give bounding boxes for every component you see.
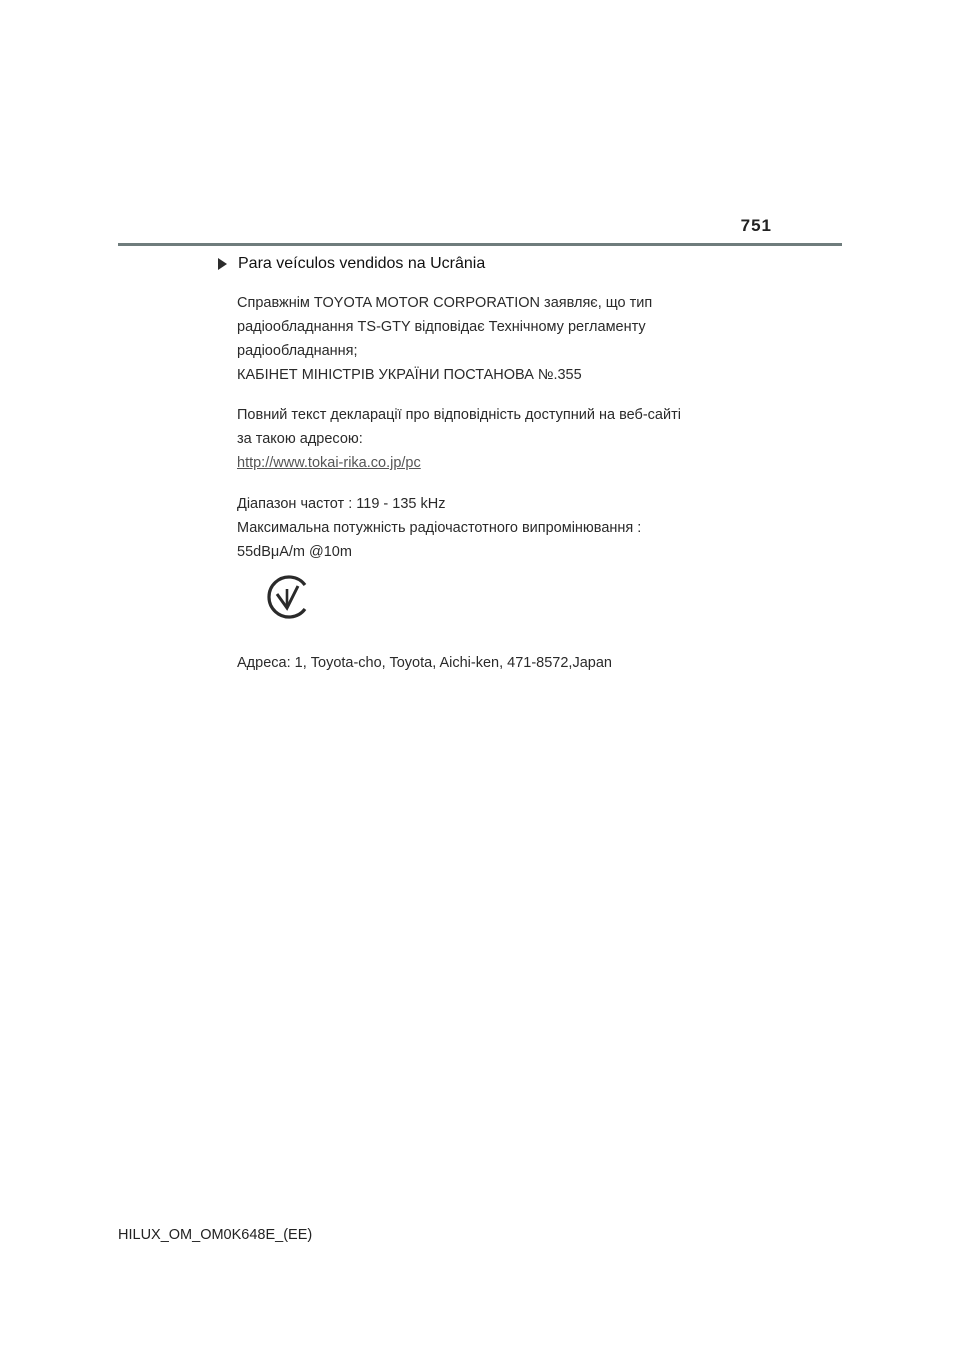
ukraine-conformity-mark-icon	[262, 572, 312, 622]
declaration-block	[237, 291, 652, 387]
declaration-line: Справжнім TOYOTA MOTOR CORPORATION заявляє, що тип	[237, 295, 653, 311]
declaration-link[interactable]: http://www.tokai-rika.co.jp/pc	[237, 455, 421, 471]
spec-line: Діапазон частот : 119 - 135 kHz	[237, 496, 446, 512]
full-text-line: Повний текст декларації про відповідність доступний на веб-сайті	[237, 407, 681, 423]
section-heading-text: Para veículos vendidos na Ucrânia	[238, 255, 486, 272]
footer-manual-code: HILUX_OM_OM0K648E_(EE)	[118, 1227, 313, 1243]
manufacturer-address: Адреса: 1, Toyota-cho, Toyota, Aichi-ken, 471-8572,Japan	[237, 655, 612, 671]
spec-line: 55dBμA/m @10m	[237, 544, 352, 560]
section-heading	[218, 255, 485, 273]
header-rule	[118, 243, 842, 246]
specs-block	[237, 492, 641, 564]
full-text-block	[237, 403, 681, 475]
declaration-line: радіообладнання;	[237, 343, 358, 359]
page-number: 751	[740, 216, 772, 235]
triangle-bullet-icon	[218, 258, 227, 270]
spec-line: Максимальна потужність радіочастотного випромінювання :	[237, 520, 642, 536]
declaration-line: КАБІНЕТ МІНІСТРІВ УКРАЇНИ ПОСТАНОВА №.355	[237, 367, 582, 383]
declaration-line: радіообладнання TS-GTY відповідає Технічному регламенту	[237, 319, 646, 335]
full-text-line: за такою адресою:	[237, 431, 363, 447]
